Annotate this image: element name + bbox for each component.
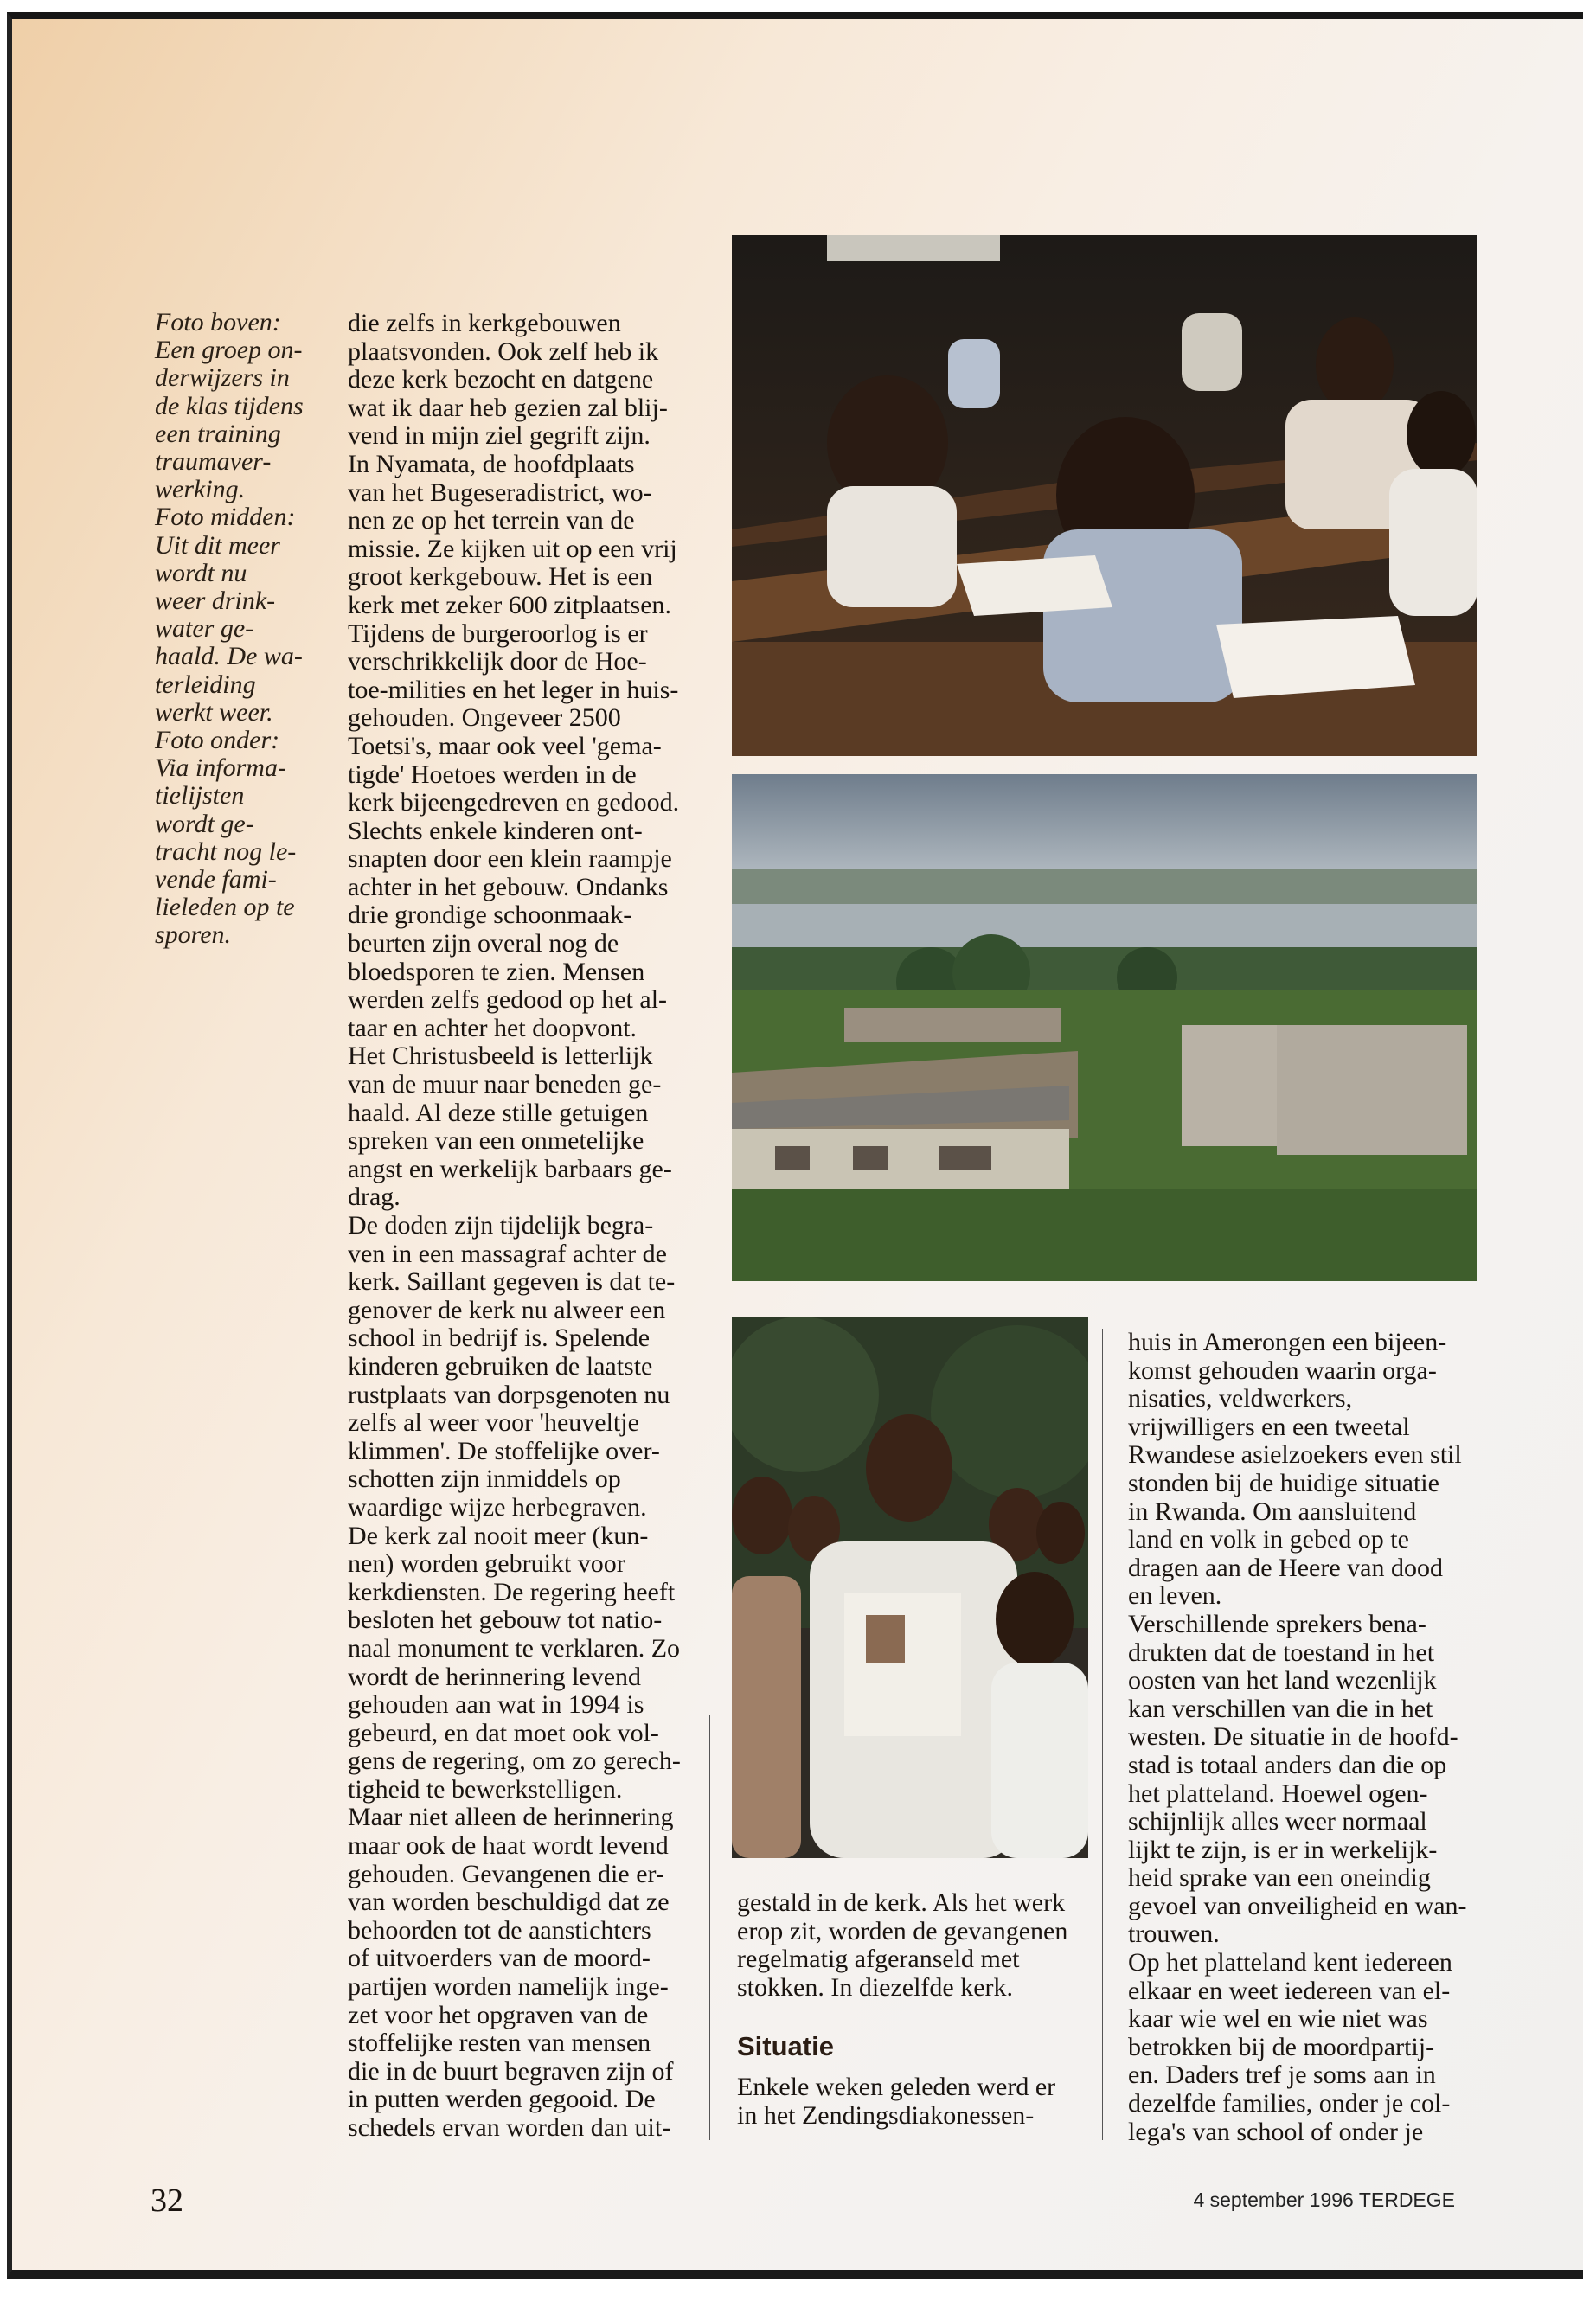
text-line: plaatsvonden. Ook zelf heb ik (348, 336, 659, 366)
text-line: die in de buurt begraven zijn of (348, 2056, 674, 2086)
text-line: van worden beschuldigd dat ze (348, 1888, 670, 1917)
text-line: of uitvoerders van de moord- (348, 1944, 651, 1973)
text-line: drukten dat de toestand in het (1128, 1638, 1435, 1667)
text-line: oosten van het land wezenlijk (1128, 1666, 1437, 1695)
text-line: Slechts enkele kinderen ont- (348, 816, 643, 845)
text-line: Rwandese asielzoekers even stil (1128, 1440, 1462, 1470)
caption-line: werking. (155, 475, 246, 504)
caption-line: wordt ge- (155, 809, 254, 838)
article-column-1 (348, 310, 701, 2143)
text-line: angst en werkelijk barbaars ge- (348, 1154, 672, 1183)
text-line: vend in mijn ziel gegrift zijn. (348, 421, 651, 451)
text-line: wat ik daar heb gezien zal blij- (348, 393, 668, 422)
text-line: De doden zijn tijdelijk begra- (348, 1211, 654, 1240)
photo-caption (155, 309, 319, 950)
text-line: kaar wie wel en wie niet was (1128, 2004, 1428, 2034)
text-line: gebeurd, en dat moet ook vol- (348, 1718, 659, 1747)
text-line: missie. Ze kijken uit op een vrij (348, 534, 677, 563)
caption-line: tracht nog le- (155, 836, 297, 866)
text-line: huis in Amerongen een bijeen- (1128, 1328, 1447, 1356)
text-line: maar ook de haat wordt levend (348, 1831, 669, 1861)
column-rule (1102, 1329, 1103, 2140)
caption-line: derwijzers in (155, 363, 290, 393)
page-number: 32 (151, 2182, 183, 2219)
caption-line: Een groep on- (155, 336, 303, 365)
text-line: partijen worden namelijk inge- (348, 1972, 669, 2002)
caption-line: Uit dit meer (155, 530, 280, 560)
text-line: van het Bugeseradistrict, wo- (348, 478, 652, 507)
text-line: waardige wijze herbegraven. (348, 1492, 647, 1522)
text-line: wordt de herinnering levend (348, 1662, 642, 1691)
caption-line: Foto midden: (155, 503, 296, 532)
text-line: ven in een massagraf achter de (348, 1239, 667, 1268)
text-line: stad is totaal anders dan die op (1128, 1750, 1447, 1779)
text-line: kerk bijeengedreven en gedood. (348, 788, 680, 817)
text-line: kinderen gebruiken de laatste (348, 1351, 653, 1381)
text-line: Het Christusbeeld is letterlijk (348, 1042, 653, 1071)
text-line: Tijdens de burgeroorlog is er (348, 619, 648, 648)
photo-lake (732, 774, 1477, 1281)
caption-line: wordt nu (155, 558, 247, 587)
text-line: Toetsi's, maar ook veel 'gema- (348, 731, 662, 760)
caption-line: tielijsten (155, 781, 245, 811)
text-line: beurten zijn overal nog de (348, 929, 619, 958)
text-line: rustplaats van dorpsgenoten nu (348, 1380, 670, 1409)
text-line: kerk met zeker 600 zitplaatsen. (348, 590, 672, 619)
text-line: nen ze op het terrein van de (348, 506, 635, 535)
text-line: heid sprake van een oneindig (1128, 1863, 1431, 1893)
text-line: trouwen. (1128, 1920, 1220, 1949)
text-line: nisaties, veldwerkers, (1128, 1384, 1353, 1413)
text-line: naal monument te verklaren. Zo (348, 1633, 681, 1663)
text-line: genover de kerk nu alweer een (348, 1295, 666, 1324)
text-line: zet voor het opgraven van de (348, 2000, 649, 2029)
caption-line: weer drink- (155, 586, 276, 616)
section-heading: Situatie (737, 2031, 834, 2062)
text-line: verschrikkelijk door de Hoe- (348, 647, 647, 676)
caption-line: de klas tijdens (155, 391, 304, 420)
text-line: elkaar en weet iedereen van el- (1128, 1976, 1451, 2005)
text-line: en. Daders tref je soms aan in (1128, 2061, 1436, 2090)
caption-line: een training (155, 419, 281, 448)
text-line: land en volk in gebed op te (1128, 1525, 1409, 1554)
text-line: werden zelfs gedood op het al- (348, 985, 668, 1015)
text-line: die zelfs in kerkgebouwen (348, 309, 621, 337)
caption-line: haald. De wa- (155, 642, 303, 671)
text-line: schijnlijk alles weer normaal (1128, 1807, 1427, 1836)
text-line: toe-milities en het leger in huis- (348, 675, 679, 704)
text-line: klimmen'. De stoffelijke over- (348, 1436, 660, 1465)
caption-line: Foto onder: (155, 726, 280, 755)
text-line: gehouden. Ongeveer 2500 (348, 703, 621, 733)
text-line: In Nyamata, de hoofdplaats (348, 449, 635, 478)
text-line: westen. De situatie in de hoofd- (1128, 1722, 1458, 1752)
text-line: besloten het gebouw tot natio- (348, 1606, 663, 1635)
text-line: schedels ervan worden dan uit- (348, 2113, 671, 2142)
text-line: gehouden. Gevangenen die er- (348, 1859, 664, 1888)
footer-issue: 4 september 1996 TERDEGE (1193, 2189, 1455, 2211)
text-line: De kerk zal nooit meer (kun- (348, 1521, 649, 1550)
text-line: deze kerk bezocht en datgene (348, 365, 654, 394)
text-line: regelmatig afgeranseld met (737, 1945, 1020, 1974)
text-line: en leven. (1128, 1581, 1222, 1611)
text-line: stokken. In diezelfde kerk. (737, 1972, 1014, 2002)
text-line: het platteland. Hoewel ogen- (1128, 1779, 1428, 1808)
caption-line: sporen. (155, 920, 232, 950)
text-line: dezelfde families, onder je col- (1128, 2089, 1451, 2118)
text-line: in putten werden gegooid. De (348, 2085, 656, 2114)
text-line: achter in het gebouw. Ondanks (348, 872, 669, 901)
text-line: Enkele weken geleden werd er (737, 2072, 1056, 2101)
text-line: gehouden aan wat in 1994 is (348, 1690, 644, 1720)
text-line: drag. (348, 1183, 401, 1212)
caption-line: traumaver- (155, 447, 272, 477)
text-line: gens de regering, om zo gerech- (348, 1747, 681, 1776)
text-line: vrijwilligers en een tweetal (1128, 1412, 1410, 1441)
text-line: in Rwanda. Om aansluitend (1128, 1497, 1417, 1526)
column-rule (709, 1715, 710, 2140)
text-line: lega's van school of onder je (1128, 2117, 1424, 2146)
caption-line: lieleden op te (155, 893, 295, 922)
photo-classroom (732, 235, 1477, 756)
text-line: stoffelijke resten van mensen (348, 2029, 651, 2058)
text-line: stonden bij de huidige situatie (1128, 1468, 1439, 1497)
text-line: Verschillende sprekers bena- (1128, 1609, 1426, 1638)
text-line: school in bedrijf is. Spelende (348, 1324, 651, 1353)
text-line: van de muur naar beneden ge- (348, 1070, 662, 1099)
text-line: dragen aan de Heere van dood (1128, 1553, 1443, 1582)
magazine-page (7, 12, 1583, 2279)
text-line: kerk. Saillant gegeven is dat te- (348, 1267, 676, 1297)
caption-line: Via informa- (155, 753, 286, 783)
text-line: zelfs al weer voor 'heuveltje (348, 1408, 639, 1438)
text-line: tigde' Hoetoes werden in de (348, 760, 637, 789)
text-line: tigheid te bewerkstelligen. (348, 1774, 623, 1804)
article-column-2 (737, 1889, 1083, 2130)
text-line: gevoel van onveiligheid en wan- (1128, 1891, 1467, 1920)
text-line: gestald in de kerk. Als het werk (737, 1888, 1066, 1917)
text-line: erop zit, worden de gevangenen (737, 1916, 1068, 1945)
text-line: taar en achter het doopvont. (348, 1013, 638, 1042)
text-line: nen) worden gebruikt voor (348, 1549, 625, 1579)
caption-line: water ge- (155, 614, 254, 644)
text-line: kan verschillen van die in het (1128, 1694, 1433, 1723)
text-line: schotten zijn inmiddels op (348, 1465, 621, 1494)
caption-line: terleiding (155, 670, 256, 699)
text-line: spreken van een onmetelijke (348, 1126, 644, 1156)
text-line: komst gehouden waarin orga- (1128, 1356, 1437, 1385)
text-line: snapten door een klein raampje (348, 844, 672, 874)
text-line: Op het platteland kent iedereen (1128, 1948, 1452, 1977)
caption-line: vende fami- (155, 865, 277, 894)
caption-line: werkt weer. (155, 697, 273, 727)
text-line: drie grondige schoonmaak- (348, 901, 632, 930)
text-line: kerkdiensten. De regering heeft (348, 1577, 676, 1606)
text-line: groot kerkgebouw. Het is een (348, 562, 653, 592)
caption-line: Foto boven: (155, 308, 281, 336)
text-line: in het Zendingsdiakonessen- (737, 2100, 1035, 2130)
photo-children (732, 1317, 1088, 1858)
text-line: Maar niet alleen de herinnering (348, 1803, 674, 1832)
text-line: betrokken bij de moordpartij- (1128, 2032, 1435, 2061)
text-line: bloedsporen te zien. Mensen (348, 957, 645, 986)
article-column-3 (1128, 1329, 1487, 2146)
text-line: lijkt te zijn, is er in werkelijk- (1128, 1835, 1438, 1864)
text-line: haald. Al deze stille getuigen (348, 1098, 649, 1127)
text-line: behoorden tot de aanstichters (348, 1915, 651, 1945)
